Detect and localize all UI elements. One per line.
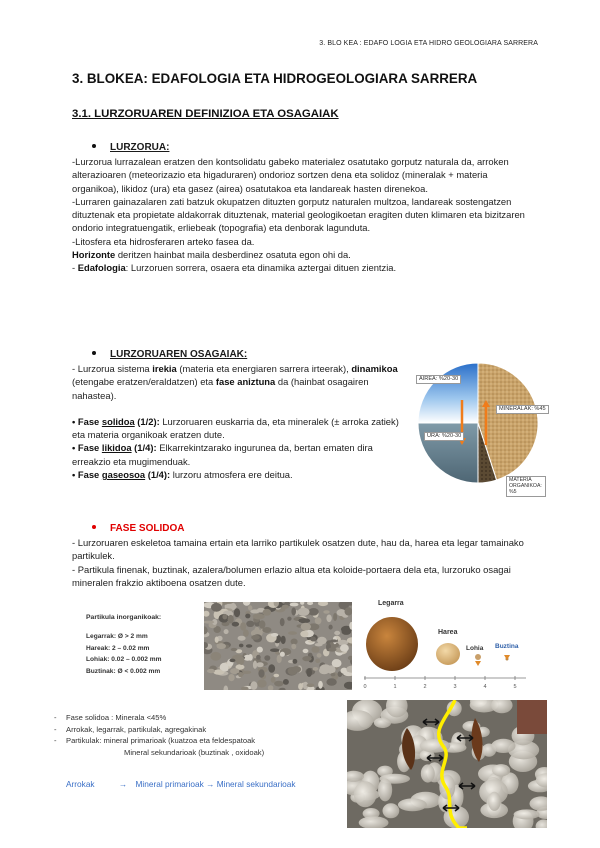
mineral-grain [398,798,427,811]
pebble [228,674,234,681]
lurzorua-p3: -Litosfera eta hidrosferaren arteko fasea da. [72,235,255,247]
arrow-right-icon: → [206,779,215,789]
particle-size-svg [360,595,530,695]
pebble [262,627,271,633]
pebble [271,633,278,637]
pebble [333,613,337,621]
lurzorua-p1: -Lurzorua lurrazalean eratzen den kontsolidatu gabeko materialez osatutako gorputz naturala da, arroken alterazioaren (meteorizazio eta higaduraren) ondorioz sortzen dena eta solidoz (mineralak + materia organikoa), likidoz (ura) eta gasez (airea) osatutakoa eta landareak hasten direnekoa. [72,156,509,194]
pebble [239,656,245,665]
pebble [321,665,325,672]
pebble [317,653,322,658]
particle-size-figure [360,595,530,695]
axis-tick-label: 0 [363,684,367,690]
axis-tick-label: 2 [423,684,427,690]
pebble [232,622,239,627]
pebble [326,615,331,623]
mineral-grain [421,764,435,782]
gravel-photo [204,602,352,690]
pebble [301,623,311,631]
pie-label-mineralak: MINERALAK: %45 [496,405,549,414]
pebble [246,644,252,647]
pebble [300,631,308,637]
pebble [250,681,257,690]
organic-corner [517,700,547,734]
bullet-icon [92,144,96,148]
pebble [302,656,311,661]
pebble [258,669,264,677]
pebble [251,635,260,640]
osagaiak-heading [92,348,247,361]
mineral-grain [374,717,391,728]
pebble [318,681,323,689]
pebble [228,615,234,624]
particles-row: Hareak: 2 – 0.02 mm [86,644,150,652]
particles-row: Legarrak: Ø > 2 mm [86,632,148,640]
axis-tick-label: 4 [483,684,487,690]
pebble [315,617,322,624]
pebble [222,668,229,671]
pebble [291,608,296,616]
pebble [340,644,349,652]
pebble [248,605,252,610]
bullet-icon [92,525,96,529]
pebble [210,652,221,661]
pebble [313,667,319,671]
bottom-note: - Partikulak: mineral primarioak (kuatzoa eta feldespatoak [54,735,264,747]
fase-likidoa-line: • Fase likidoa (1/4): Elkarrekintzarako ingurunea da, bertan ematen dira erreakzio eta mugimenduak. [72,442,373,467]
bottom-notes [54,712,264,758]
pebble [331,673,336,676]
pebble [306,668,312,677]
pebble [315,659,320,663]
pebble [215,637,219,643]
pie-label-airea: AIREA: %20-30 [416,375,461,384]
osagaiak-heading-text: LURZORUAREN OSAGAIAK: [110,349,248,360]
pebble [207,669,215,673]
particles-table-heading: Partikula inorganikoak: [86,614,162,621]
bullet-icon [92,351,96,355]
pebble [342,629,352,635]
solidoa-p1: - Lurzoruaren eskeletoa tamaina ertain eta larriko partikulek osatzen dute, hau da, harea eta legar tamainako partikulek. [72,537,524,562]
mineral-grain [492,764,510,776]
lurzorua-p4: Horizonte deritzen hainbat maila desberdinez osatuta egon ohi da. [72,249,351,261]
pebble [291,644,296,650]
lurzorua-p5: - Edafologia: Lurzoruen sorrera, osaera eta dinamika aztergai dituen zientzia. [72,262,397,274]
solidoa-p2: - Partikula finenak, buztinak, azalera/bolumen erlazio altua eta koloide-portaera dela eta, lurzoruko osagai mineralen frakzio aktiboena osatzen dute. [72,563,511,588]
pebble [239,644,244,648]
lurzorua-body [72,155,532,275]
pebble [345,607,353,615]
pebble [246,621,254,627]
pebble [326,678,336,686]
seq-primarioak: Mineral primarioak [135,779,204,789]
pie-label-materia: MATERIA ORGANIKOA: %5 [506,476,546,497]
pebble [329,625,333,630]
pebble [231,648,238,651]
microscope-image [347,700,547,828]
fase-solidoa-heading: FASE SOLIDOA [92,522,184,535]
mineral-grain [383,803,400,818]
pebble [217,643,226,649]
lurzorua-heading-text: LURZORUA: [110,142,170,153]
osagaiak-body [72,362,412,481]
particles-table [86,612,162,678]
pebble [253,614,265,620]
label-buztina: Buztina [495,643,519,650]
pie-label-ura: URA: %20-30 [424,432,464,441]
pie-slice-airea [418,363,478,423]
particles-row: Buztinak: Ø < 0.002 mm [86,668,161,676]
particles-row: Lohiak: 0.02 – 0.002 mm [86,656,162,664]
pebble [337,640,348,646]
harea-grain [436,643,460,665]
bottom-note-sub: Mineral sekundarioak (buztinak , oxidoak) [124,747,265,757]
mineral-grain [491,739,515,753]
mineral-grain [514,809,540,819]
buztina-arrow-icon [504,655,510,660]
lurzorua-p2: -Lurraren gainazalaren zati batzuk okupatzen dituzten gorputz naturalen multzoa, landareak sostengatzen dituztenak eta propietate aldakorrak dituztenak, material geologikoetan eragiten duten klimaren eta bizitzaren ondorio integratuengatik, erliebeak (topografia) eta denborak lagunduta. [72,195,525,234]
pebble [280,652,285,657]
pebble [274,681,283,687]
pebble [283,679,289,685]
pebble [309,608,319,616]
fase-gaseosoa-line: • Fase gaseosoa (1/4): lurzoru atmosfera ere deitua. [72,469,293,481]
pebble [224,629,229,634]
pebble [287,617,291,621]
pebble [310,637,316,642]
pebble [298,618,310,623]
pebble [311,646,319,653]
pebble [323,610,329,613]
section-title: 3.1. LURZORUAREN DEFINIZIOA ETA OSAGAIAK [72,108,339,120]
pebble [264,655,270,661]
fase-solidoa-line: • Fase solidoa (1/2): Lurzoruaren euskarria da, eta mineralek (± arroka zatiek) eta materia organikoak eratzen dute. [72,415,399,441]
label-harea: Harea [438,629,458,636]
microscope-photo [347,700,547,828]
fase-solidoa-body [72,536,532,589]
pebble [211,603,222,612]
pebble [315,643,323,646]
axis-tick-label: 1 [393,684,397,690]
legarra-grain [366,617,418,671]
pebble [256,655,261,660]
lohia-grain [475,654,481,660]
pebble [298,683,303,690]
pebble [280,618,285,626]
mineral-sequence [66,778,296,791]
pebble [298,608,310,616]
pebble [263,609,272,616]
bottom-note: - Fase solidoa : Minerala <45% [54,712,264,724]
pebble [257,647,263,653]
arrow-right-icon: → [118,779,128,789]
pebble [270,648,279,652]
mineral-grain [378,778,392,801]
osagaiak-intro: - Lurzorua sistema irekia (materia eta energiaren sarrera irteerak), dinamikoa (etengabe eratzen/eraldatzen) eta fase aniztuna da (hainbat osagairen nahastea). [72,363,398,401]
label-lohia: Lohia [466,645,484,652]
label-legarra: Legarra [378,600,404,607]
gravel-image [204,602,352,690]
pebble [256,662,263,667]
pebble [334,631,340,635]
soil-composition-pie [416,345,544,505]
axis-tick-label: 3 [453,684,457,690]
pebble [290,603,299,607]
seq-arrokak: Arrokak [66,779,95,789]
pebble [240,622,246,630]
pebble [245,614,250,619]
pebble [307,684,315,688]
pebble [250,609,259,613]
pebble [257,679,267,687]
seq-sekundarioak: Mineral sekundarioak [216,779,296,789]
bottom-note: - Arrokak, legarrak, partikulak, agregakinak [54,724,264,736]
pebble [330,639,337,642]
pebble [229,659,235,663]
pebble [238,636,246,641]
pebble [332,659,342,667]
pebble [238,672,243,677]
running-header: 3. BLO KEA : EDAFO LOGIA ETA HIDRO GEOLOGIARA SARRERA [319,40,538,47]
pebble [234,608,240,617]
pebble [281,636,286,644]
pebble [230,668,239,674]
pebble [274,674,280,677]
mineral-grain [488,792,501,811]
pebble [226,605,237,609]
pebble [303,649,309,653]
pebble [222,614,227,620]
mineral-grain [354,781,377,807]
axis-tick-label: 5 [513,684,517,690]
lohia-arrow-icon [475,661,481,666]
pebble [293,659,298,664]
pebble [243,629,249,636]
pebble [292,666,301,672]
lurzorua-heading [92,141,169,154]
pebble [268,664,275,673]
pebble [271,677,276,683]
pebble [328,647,336,651]
pebble [288,631,297,635]
chapter-title: 3. BLOKEA: EDAFOLOGIA ETA HIDROGEOLOGIARA SARRERA [72,71,478,86]
